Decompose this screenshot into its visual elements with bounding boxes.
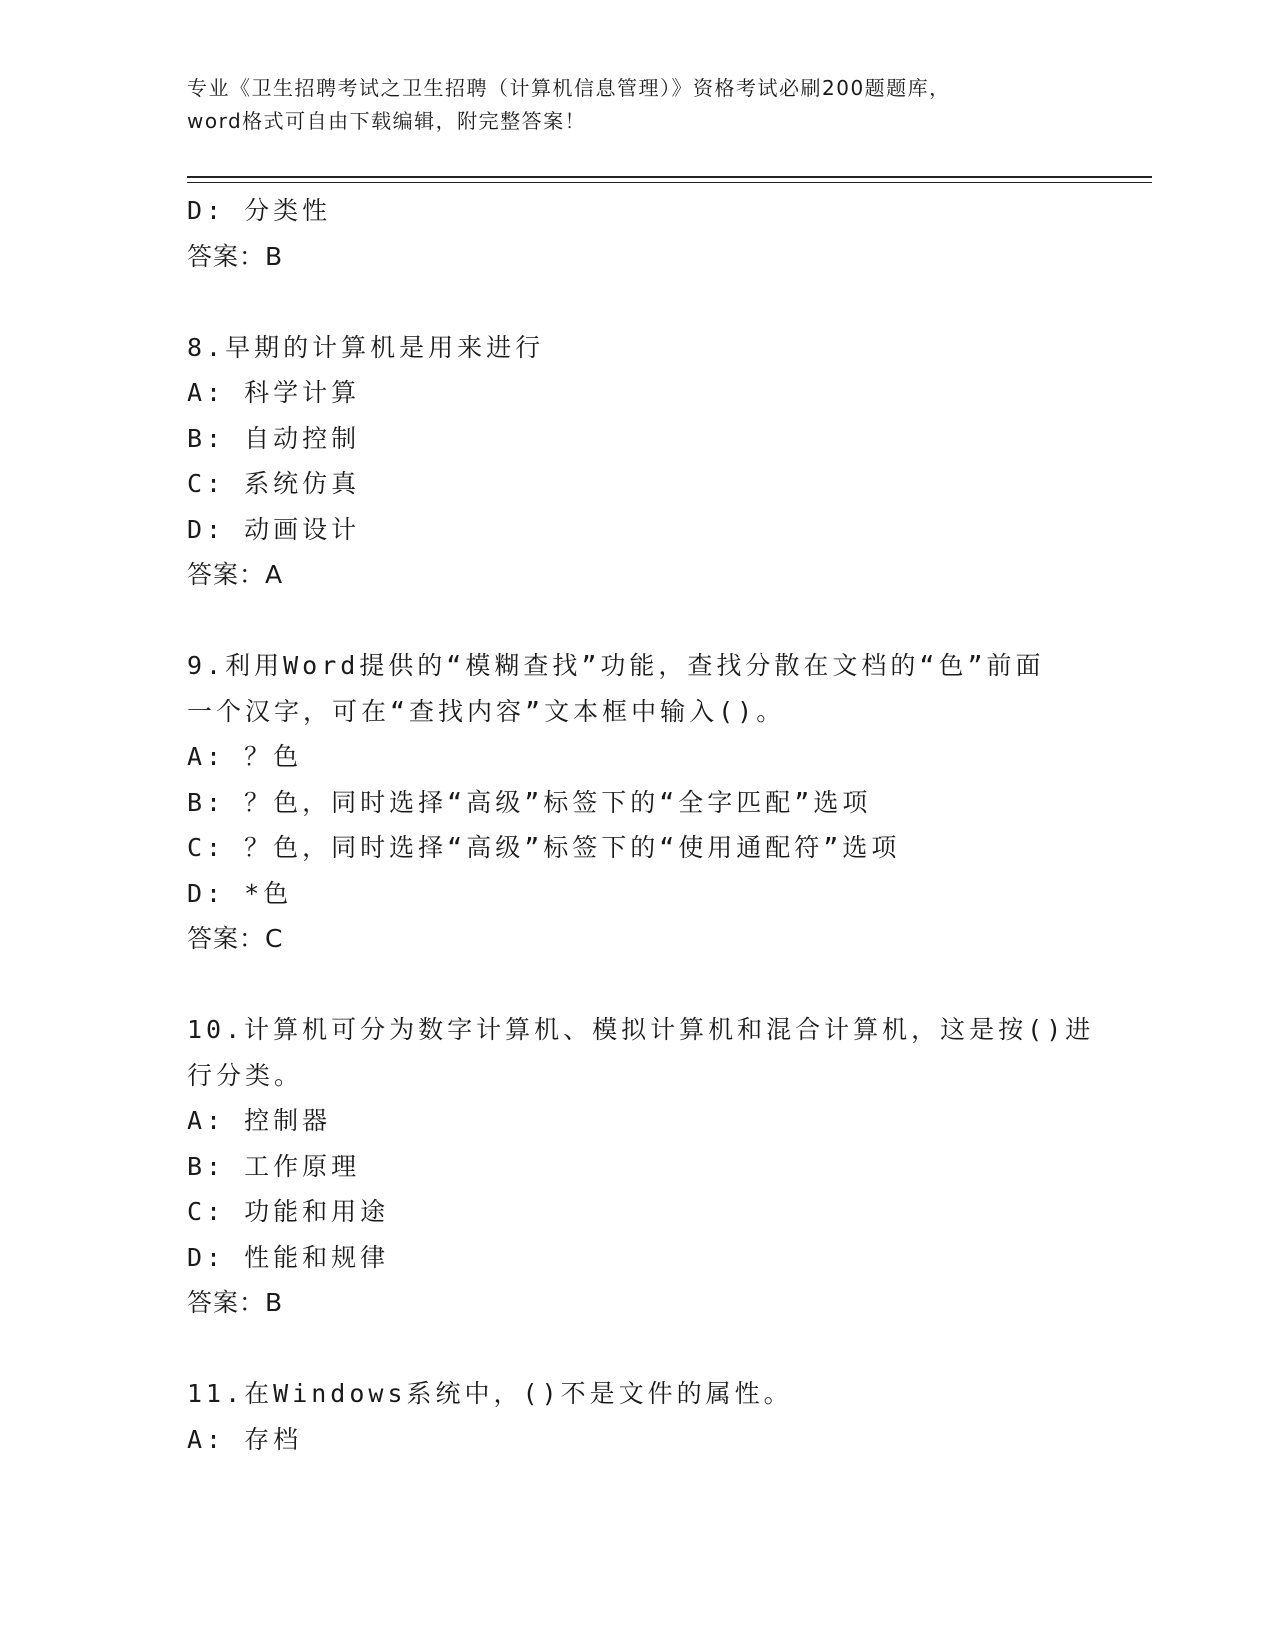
question-text: 9.利用Word提供的“模糊查找”功能，查找分散在文档的“色”前面 xyxy=(187,651,1045,680)
option-b: B: 自动控制 xyxy=(187,423,361,453)
question-text: 10.计算机可分为数字计算机、模拟计算机和混合计算机，这是按()进 xyxy=(187,1015,1095,1044)
question-list xyxy=(187,188,1095,1462)
answer: 答案：C xyxy=(187,924,284,953)
option-a: A: 存档 xyxy=(187,1424,303,1454)
option-a: A: ？色 xyxy=(187,742,303,771)
question-text-cont: 一个汉字，可在“查找内容”文本框中输入()。 xyxy=(187,696,786,726)
question-text-cont: 行分类。 xyxy=(187,1060,304,1090)
option-c: C: 系统仿真 xyxy=(187,469,361,498)
question-text: 8.早期的计算机是用来进行 xyxy=(187,332,545,362)
option-b: B: 工作原理 xyxy=(187,1151,361,1181)
spacer xyxy=(187,598,1087,644)
option-b: B: ？色，同时选择“高级”标签下的“全字匹配”选项 xyxy=(187,787,872,817)
header-line-2: word格式可自由下载编辑，附完整答案！ xyxy=(187,109,587,133)
answer: 答案：B xyxy=(187,1288,284,1317)
question-10 xyxy=(187,1007,1095,1371)
option-d: D: *色 xyxy=(187,878,293,908)
option-a: A: 控制器 xyxy=(187,1106,332,1135)
prev-option-d: D: 分类性 xyxy=(187,196,332,225)
header-rule-top xyxy=(187,176,1152,178)
option-d: D: 性能和规律 xyxy=(187,1242,390,1272)
option-c: C: 功能和用途 xyxy=(187,1197,390,1226)
option-d: D: 动画设计 xyxy=(187,514,361,544)
question-8 xyxy=(187,325,1087,644)
prev-answer: 答案：B xyxy=(187,241,284,271)
option-c: C: ？色，同时选择“高级”标签下的“使用通配符”选项 xyxy=(187,833,901,862)
header-rule-bottom xyxy=(187,182,1152,183)
document-header xyxy=(187,72,1087,138)
header-line-1: 专业《卫生招聘考试之卫生招聘（计算机信息管理）》资格考试必刷200题题库， xyxy=(187,76,951,100)
question-text: 11.在Windows系统中，()不是文件的属性。 xyxy=(187,1379,793,1408)
spacer xyxy=(187,279,1087,325)
spacer xyxy=(187,1326,1087,1372)
question-9 xyxy=(187,643,1087,1007)
answer: 答案：A xyxy=(187,560,284,589)
option-a: A: 科学计算 xyxy=(187,378,361,407)
spacer xyxy=(187,962,1087,1008)
question-11 xyxy=(187,1371,1087,1462)
